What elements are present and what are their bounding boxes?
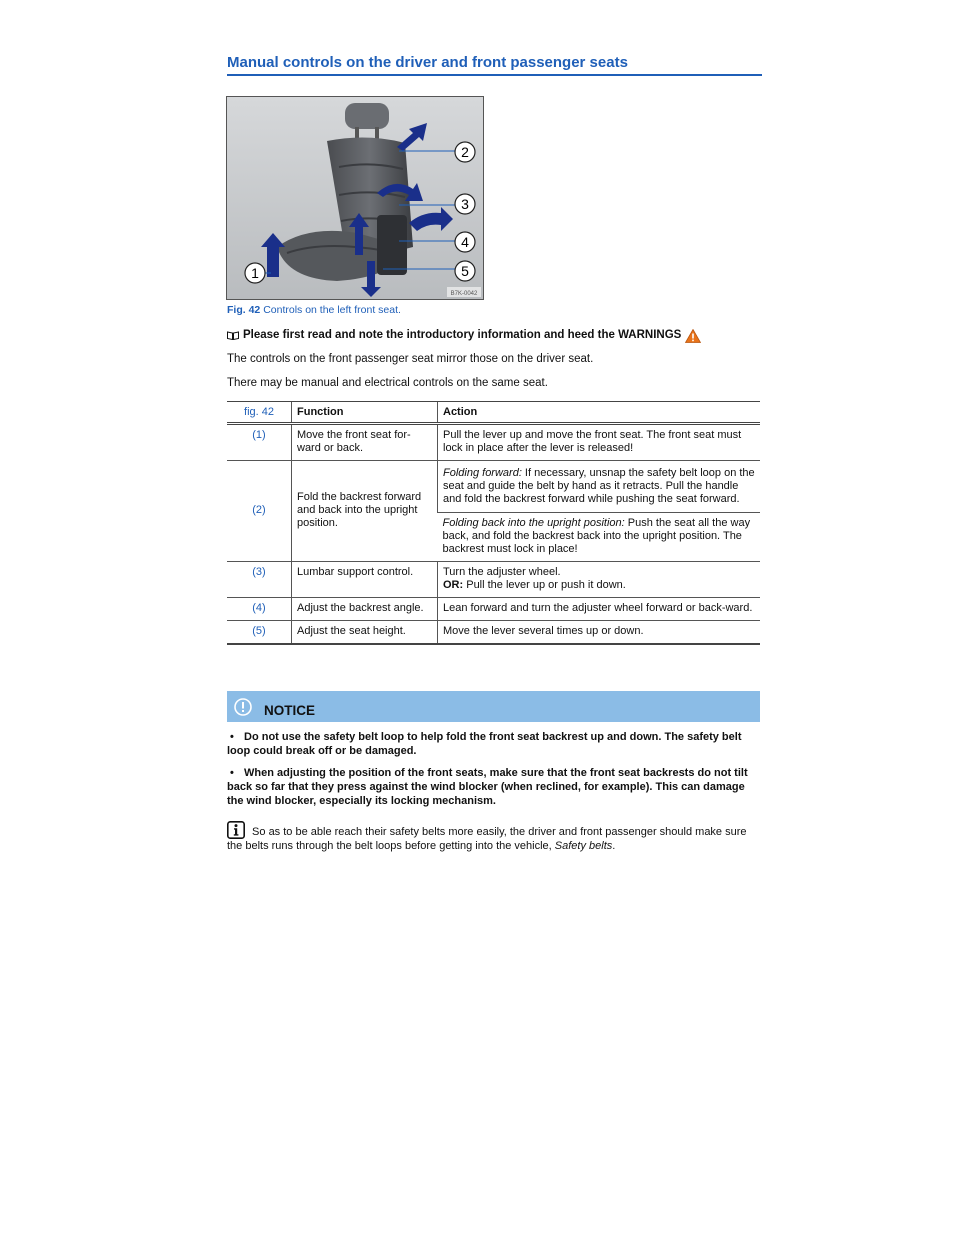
table-row xyxy=(227,621,760,645)
figure-code: B7K-0042 xyxy=(450,291,478,297)
row-ref[interactable]: (3) xyxy=(227,562,292,598)
note-end: . xyxy=(612,840,616,852)
row-function: Lumbar support control. xyxy=(292,562,438,598)
bullet: • xyxy=(230,767,234,779)
seat-illustration xyxy=(227,97,483,299)
row-ref[interactable]: (1) xyxy=(227,424,292,461)
figure-caption-text: Controls on the left front seat. xyxy=(263,304,401,316)
svg-text:4: 4 xyxy=(461,234,469,250)
notice-item xyxy=(227,730,762,758)
table-row xyxy=(227,562,760,598)
callout-1 xyxy=(245,263,265,283)
notice-header xyxy=(227,691,760,722)
intro-line-2: There may be manual and electrical controls on the same seat. xyxy=(227,377,548,389)
action-text: Push the seat all the way back, and fold the backrest back into the upright position. The backrest must lock in place! xyxy=(442,517,751,555)
row-action: Move the lever several times up or down. xyxy=(438,621,761,645)
warning-icon[interactable] xyxy=(685,329,701,343)
col-action: Action xyxy=(438,402,761,424)
page-title: Manual controls on the driver and front passenger seats xyxy=(227,54,762,76)
note-text: So as to be able reach their safety belts more easily, the driver and front passenger should make sure the belts runs through the belt loops before getting into the vehicle, xyxy=(227,826,747,852)
exclamation-circle-icon xyxy=(234,698,252,716)
action-label: Folding forward: xyxy=(443,467,522,479)
action-or-label: OR: xyxy=(443,579,464,591)
notice-title: NOTICE xyxy=(264,703,316,718)
row-ref[interactable]: (2) xyxy=(227,461,292,562)
figure-caption xyxy=(227,304,401,316)
row-action: Pull the lever up and move the front seat. The front seat must lock in place after the lever is released! xyxy=(438,424,761,461)
svg-text:2: 2 xyxy=(461,144,469,160)
safety-belts-link[interactable]: Safety belts xyxy=(554,840,613,852)
action-or-text: Pull the lever up or push it down. xyxy=(463,579,626,591)
row-function: Fold the backrest forward and back into the upright position. xyxy=(292,461,438,562)
row-ref[interactable]: (5) xyxy=(227,621,292,645)
read-first-line xyxy=(227,328,767,343)
notice-item-text: When adjusting the position of the front seats, make sure that the front seat backrests do not tilt back so far that they press against the wind blocker (when reclined, for example). This can damage the wind blocker, especially its locking mechanism. xyxy=(227,767,748,807)
action-text: If necessary, unsnap the safety belt loop on the seat and guide the belt by hand as it retracts. Pull the handle and fold the backrest forward while pushing the seat forward. xyxy=(443,467,755,505)
notice-item xyxy=(227,766,762,808)
row-action xyxy=(438,562,761,598)
figure-label: Fig. 42 xyxy=(227,304,261,316)
row-function: Adjust the seat height. xyxy=(292,621,438,645)
row-action: Lean forward and turn the adjuster wheel forward or back-ward. xyxy=(438,598,761,621)
table-row xyxy=(227,598,760,621)
info-icon xyxy=(227,821,245,839)
callout-2 xyxy=(455,142,475,162)
svg-text:5: 5 xyxy=(461,263,469,279)
col-function: Function xyxy=(292,402,438,424)
row-action-folding-back xyxy=(438,513,761,562)
col-fig-ref[interactable]: fig. 42 xyxy=(227,402,292,424)
info-note xyxy=(227,821,762,853)
intro xyxy=(227,328,767,400)
bullet: • xyxy=(230,731,234,743)
notice-list xyxy=(227,730,762,816)
action-text: Turn the adjuster wheel. xyxy=(443,566,561,578)
svg-text:1: 1 xyxy=(251,265,259,281)
row-function: Adjust the backrest angle. xyxy=(292,598,438,621)
table-header-row xyxy=(227,402,760,424)
row-function: Move the front seat for-ward or back. xyxy=(292,424,438,461)
controls-table xyxy=(227,401,760,645)
svg-text:3: 3 xyxy=(461,196,469,212)
callout-3 xyxy=(455,194,475,214)
book-icon xyxy=(227,331,239,340)
callout-5 xyxy=(455,261,475,281)
intro-line-1: The controls on the front passenger seat mirror those on the driver seat. xyxy=(227,353,594,365)
row-ref[interactable]: (4) xyxy=(227,598,292,621)
read-first-text: Please first read and note the introductory information and heed the WARNINGS xyxy=(243,329,682,341)
action-label: Folding back into the upright position: xyxy=(442,517,625,529)
notice-item-text: Do not use the safety belt loop to help fold the front seat backrest up and down. The safety belt loop could break off or be damaged. xyxy=(227,731,742,757)
seat-figure xyxy=(226,96,484,300)
table-row xyxy=(227,461,760,513)
row-action-folding-forward xyxy=(438,461,761,513)
callout-4 xyxy=(455,232,475,252)
table-row xyxy=(227,424,760,461)
